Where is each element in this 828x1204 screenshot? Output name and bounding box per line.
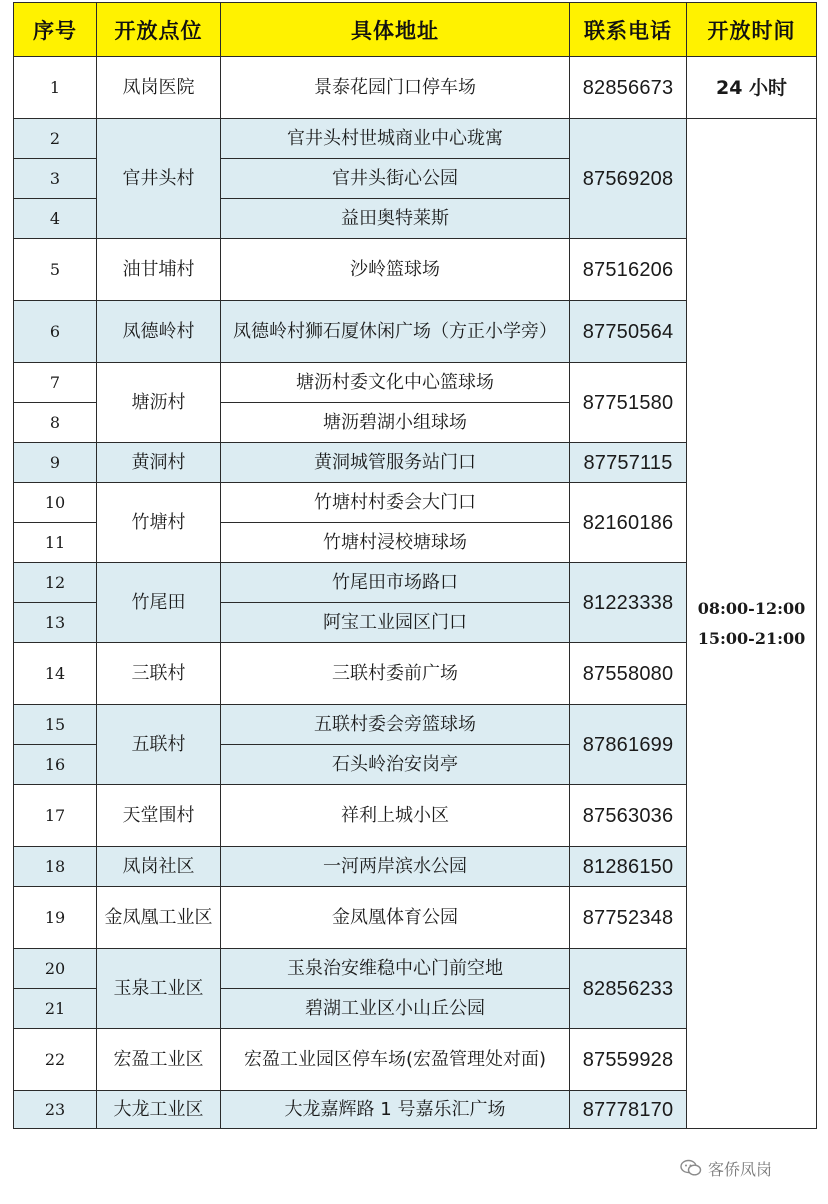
row-site: 凤岗社区 (97, 847, 221, 887)
row-address: 宏盈工业园区停车场(宏盈管理处对面) (221, 1029, 570, 1091)
header-site: 开放点位 (97, 3, 221, 57)
row-address: 沙岭篮球场 (221, 239, 570, 301)
row-address: 竹尾田市场路口 (221, 563, 570, 603)
row-address: 石头岭治安岗亭 (221, 745, 570, 785)
row-address: 竹塘村浸校塘球场 (221, 523, 570, 563)
row-site: 玉泉工业区 (97, 949, 221, 1029)
row-site: 油甘埔村 (97, 239, 221, 301)
row-phone: 87751580 (570, 363, 687, 443)
row-address: 大龙嘉辉路 1 号嘉乐汇广场 (221, 1091, 570, 1129)
hours-morning: 08:00-12:00 (697, 598, 806, 618)
row-site: 官井头村 (97, 119, 221, 239)
row-index: 16 (14, 745, 97, 785)
row-index: 13 (14, 603, 97, 643)
row-index: 18 (14, 847, 97, 887)
row-site: 凤德岭村 (97, 301, 221, 363)
row-phone: 87516206 (570, 239, 687, 301)
row-address: 五联村委会旁篮球场 (221, 705, 570, 745)
row-index: 17 (14, 785, 97, 847)
row-phone: 87752348 (570, 887, 687, 949)
row-address: 阿宝工业园区门口 (221, 603, 570, 643)
schedule-table (13, 2, 817, 1129)
row-address: 益田奥特莱斯 (221, 199, 570, 239)
watermark-text: 客侨凤岗 (708, 1159, 773, 1179)
row-index: 19 (14, 887, 97, 949)
row-address: 塘沥村委文化中心篮球场 (221, 363, 570, 403)
row-phone: 87559928 (570, 1029, 687, 1091)
row-address: 三联村委前广场 (221, 643, 570, 705)
row-phone: 87757115 (570, 443, 687, 483)
watermark (680, 1155, 772, 1181)
row-address: 一河两岸滨水公园 (221, 847, 570, 887)
row-phone: 82856673 (570, 57, 687, 119)
row-address: 祥利上城小区 (221, 785, 570, 847)
row-index: 22 (14, 1029, 97, 1091)
hours-evening: 15:00-21:00 (697, 628, 806, 648)
row-index: 11 (14, 523, 97, 563)
row-index: 12 (14, 563, 97, 603)
hours-daily (687, 119, 817, 1129)
header-hours: 开放时间 (687, 3, 817, 57)
row-phone: 81223338 (570, 563, 687, 643)
row-phone: 81286150 (570, 847, 687, 887)
sheet (13, 2, 816, 1129)
row-index: 23 (14, 1091, 97, 1129)
row-address: 官井头村世城商业中心珑寓 (221, 119, 570, 159)
row-site: 黄洞村 (97, 443, 221, 483)
row-phone: 87558080 (570, 643, 687, 705)
row-address: 黄洞城管服务站门口 (221, 443, 570, 483)
row-index: 15 (14, 705, 97, 745)
row-index: 6 (14, 301, 97, 363)
row-address: 玉泉治安维稳中心门前空地 (221, 949, 570, 989)
row-index: 2 (14, 119, 97, 159)
row-site: 三联村 (97, 643, 221, 705)
row-phone: 87750564 (570, 301, 687, 363)
header-address: 具体地址 (221, 3, 570, 57)
row-site: 凤岗医院 (97, 57, 221, 119)
header-row (14, 3, 817, 57)
row-index: 10 (14, 483, 97, 523)
row-index: 4 (14, 199, 97, 239)
row-address: 官井头街心公园 (221, 159, 570, 199)
row-site: 金凤凰工业区 (97, 887, 221, 949)
row-phone: 82160186 (570, 483, 687, 563)
row-index: 7 (14, 363, 97, 403)
row-address: 塘沥碧湖小组球场 (221, 403, 570, 443)
row-phone: 87778170 (570, 1091, 687, 1129)
row-site: 竹尾田 (97, 563, 221, 643)
row-index: 9 (14, 443, 97, 483)
row-site: 竹塘村 (97, 483, 221, 563)
row-site: 塘沥村 (97, 363, 221, 443)
hours-24h: 24 小时 (687, 57, 817, 119)
row-phone: 82856233 (570, 949, 687, 1029)
row-index: 3 (14, 159, 97, 199)
row-address: 金凤凰体育公园 (221, 887, 570, 949)
row-phone: 87861699 (570, 705, 687, 785)
row-site: 大龙工业区 (97, 1091, 221, 1129)
row-index: 1 (14, 57, 97, 119)
row-index: 21 (14, 989, 97, 1029)
table-row (14, 57, 817, 119)
row-address: 碧湖工业区小山丘公园 (221, 989, 570, 1029)
row-address: 竹塘村村委会大门口 (221, 483, 570, 523)
row-site: 宏盈工业区 (97, 1029, 221, 1091)
row-site: 天堂围村 (97, 785, 221, 847)
header-idx: 序号 (14, 3, 97, 57)
row-address: 景泰花园门口停车场 (221, 57, 570, 119)
row-index: 8 (14, 403, 97, 443)
table-row (14, 119, 817, 159)
row-address: 凤德岭村狮石厦休闲广场（方正小学旁） (221, 301, 570, 363)
wechat-icon (680, 1159, 702, 1177)
row-phone: 87563036 (570, 785, 687, 847)
row-index: 5 (14, 239, 97, 301)
row-index: 20 (14, 949, 97, 989)
row-phone: 87569208 (570, 119, 687, 239)
row-index: 14 (14, 643, 97, 705)
row-site: 五联村 (97, 705, 221, 785)
header-phone: 联系电话 (570, 3, 687, 57)
